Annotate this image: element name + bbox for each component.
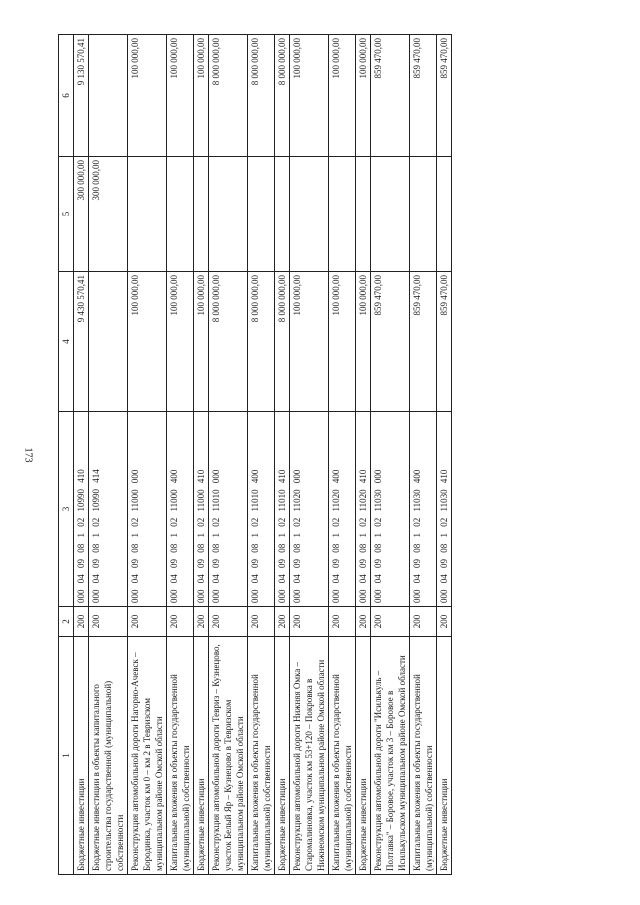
row-name: Бюджетные инвестиции [275, 637, 290, 875]
row-col-5 [167, 157, 194, 272]
row-code: 000 04 09 08 1 02 11000 000 [128, 412, 167, 607]
row-col-4: 100 000,00 [290, 272, 329, 412]
row-code: 000 04 09 08 1 02 11020 000 [290, 412, 329, 607]
row-name: Бюджетные инвестиции [194, 637, 209, 875]
table-row [194, 35, 209, 875]
row-col-6: 100 000,00 [194, 35, 209, 157]
row-col-5: 300 000,00 [74, 157, 89, 272]
row-code: 000 04 09 08 1 02 11030 000 [371, 412, 410, 607]
row-code: 000 04 09 08 1 02 10990 410 [74, 412, 89, 607]
row-code: 000 04 09 08 1 02 11000 410 [194, 412, 209, 607]
header-col-4: 4 [59, 272, 74, 412]
row-code: 000 04 09 08 1 02 11030 400 [410, 412, 437, 607]
row-name: Реконструкция автомобильной дороги Нижняя Омка – Старомалиновка, участок км 53+120 – Покровка в Нижнеомском муниципальном районе Омской области [290, 637, 329, 875]
row-name: Бюджетные инвестиции [356, 637, 371, 875]
table-row [89, 35, 128, 875]
row-col-4: 8 000 000,00 [248, 272, 275, 412]
table-row [209, 35, 248, 875]
row-col-2: 200 [248, 607, 275, 637]
row-code: 000 04 09 08 1 02 11000 400 [167, 412, 194, 607]
row-name: Капитальные вложения в объекты государственной (муниципальной) собственности [167, 637, 194, 875]
table-row [437, 35, 452, 875]
header-col-6: 6 [59, 35, 74, 157]
row-col-2: 200 [275, 607, 290, 637]
row-code: 000 04 09 08 1 02 11010 400 [248, 412, 275, 607]
row-col-4: 859 470,00 [410, 272, 437, 412]
row-col-2: 200 [356, 607, 371, 637]
row-col-6: 8 000 000,00 [209, 35, 248, 157]
row-col-4: 859 470,00 [437, 272, 452, 412]
row-col-5 [410, 157, 437, 272]
row-code: 000 04 09 08 1 02 11010 000 [209, 412, 248, 607]
row-name: Капитальные вложения в объекты государственной (муниципальной) собственности [410, 637, 437, 875]
row-col-5 [356, 157, 371, 272]
row-col-5 [371, 157, 410, 272]
row-col-4: 8 000 000,00 [275, 272, 290, 412]
table-row [167, 35, 194, 875]
row-name: Капитальные вложения в объекты государственной (муниципальной) собственности [248, 637, 275, 875]
header-col-2: 2 [59, 607, 74, 637]
row-col-2: 200 [74, 607, 89, 637]
row-col-6: 859 470,00 [371, 35, 410, 157]
row-code: 000 04 09 08 1 02 11020 410 [356, 412, 371, 607]
page-number: 173 [22, 447, 34, 463]
row-col-4: 100 000,00 [329, 272, 356, 412]
row-name: Реконструкция автомобильной дороги "Исилькуль – Полтавка" – Боровое, участок км 3 – Боровое в Исилькульском муниципальном районе Омской области [371, 637, 410, 875]
row-col-5 [128, 157, 167, 272]
row-col-2: 200 [167, 607, 194, 637]
row-name: Бюджетные инвестиции в объекты капитального строительства государственной (муниципальной) собственности [89, 637, 128, 875]
row-name: Реконструкция автомобильной дороги Нагорно-Ачевск – Бородинка, участок км 0 – км 2 в Тевризском муниципальном районе Омской области [128, 637, 167, 875]
row-col-4: 8 000 000,00 [209, 272, 248, 412]
row-col-5 [194, 157, 209, 272]
table-row [371, 35, 410, 875]
row-col-4: 100 000,00 [128, 272, 167, 412]
row-col-5 [209, 157, 248, 272]
row-col-2: 200 [194, 607, 209, 637]
row-col-6: 9 130 570,41 [74, 35, 89, 157]
row-name: Бюджетные инвестиции [74, 637, 89, 875]
row-name: Реконструкция автомобильной дороги Тевриз – Кузнецово, участок Белый Яр – Кузнецово в Тевризском муниципальном районе Омской области [209, 637, 248, 875]
row-col-2: 200 [371, 607, 410, 637]
row-code: 000 04 09 08 1 02 11020 400 [329, 412, 356, 607]
row-col-6: 100 000,00 [167, 35, 194, 157]
row-col-4: 100 000,00 [356, 272, 371, 412]
table-row [128, 35, 167, 875]
row-col-6: 8 000 000,00 [248, 35, 275, 157]
row-col-6: 8 000 000,00 [275, 35, 290, 157]
row-col-6: 100 000,00 [290, 35, 329, 157]
table-row [275, 35, 290, 875]
header-row [59, 35, 74, 875]
row-col-5 [290, 157, 329, 272]
row-col-2: 200 [290, 607, 329, 637]
table-row [248, 35, 275, 875]
row-col-4: 100 000,00 [167, 272, 194, 412]
row-code: 000 04 09 08 1 02 11030 410 [437, 412, 452, 607]
row-col-2: 200 [89, 607, 128, 637]
row-col-2: 200 [410, 607, 437, 637]
row-col-4 [89, 272, 128, 412]
row-col-6: 100 000,00 [356, 35, 371, 157]
table-row [356, 35, 371, 875]
row-col-4: 100 000,00 [194, 272, 209, 412]
row-code: 000 04 09 08 1 02 11010 410 [275, 412, 290, 607]
table-row [290, 35, 329, 875]
row-col-6: 100 000,00 [329, 35, 356, 157]
row-col-5 [248, 157, 275, 272]
row-code: 000 04 09 08 1 02 10990 414 [89, 412, 128, 607]
row-col-2: 200 [329, 607, 356, 637]
table-row [410, 35, 437, 875]
table-row [74, 35, 89, 875]
table-row [329, 35, 356, 875]
row-name: Капитальные вложения в объекты государственной (муниципальной) собственности [329, 637, 356, 875]
row-col-5: 300 000,00 [89, 157, 128, 272]
header-col-1: 1 [59, 637, 74, 875]
row-col-2: 200 [128, 607, 167, 637]
budget-table [58, 34, 452, 875]
row-col-5 [275, 157, 290, 272]
row-col-6: 859 470,00 [437, 35, 452, 157]
header-col-3: 3 [59, 412, 74, 607]
row-col-2: 200 [209, 607, 248, 637]
row-col-4: 859 470,00 [371, 272, 410, 412]
row-col-6: 100 000,00 [128, 35, 167, 157]
row-col-2: 200 [437, 607, 452, 637]
row-name: Бюджетные инвестиции [437, 637, 452, 875]
row-col-4: 9 430 570,41 [74, 272, 89, 412]
rotated-table-container [58, 35, 606, 875]
row-col-5 [329, 157, 356, 272]
header-col-5: 5 [59, 157, 74, 272]
row-col-5 [437, 157, 452, 272]
row-col-6: 859 470,00 [410, 35, 437, 157]
row-col-6 [89, 35, 128, 157]
